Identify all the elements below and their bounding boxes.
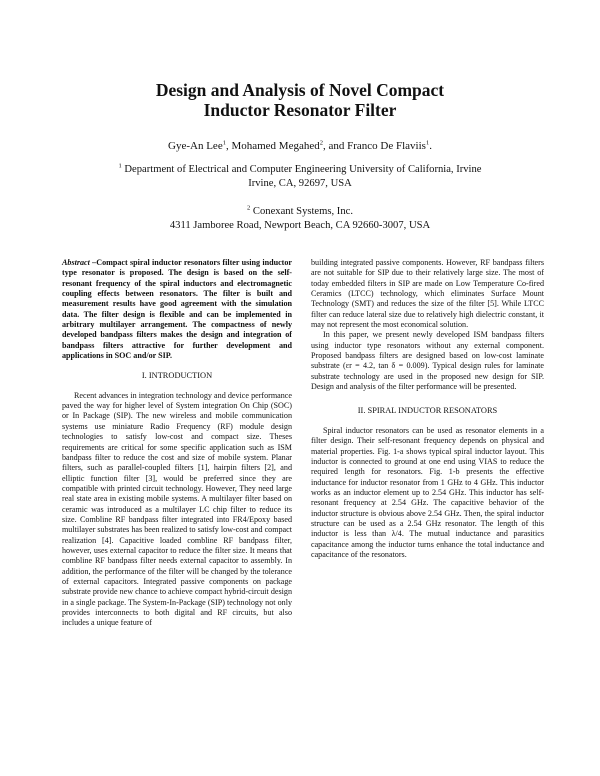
affiliation-1-line-1: Department of Electrical and Computer Engineering University of California, Irvine (124, 164, 482, 175)
abstract-text: Compact spiral inductor resonators filter using inductor type resonator is proposed. The design is based on the self-resonant frequency of the spiral inductors and electromagnetic coupling effects between resonators. The filter is built and measurement results have good agreement with the simulation data. The filter design is flexible and can be implemented in arbitrary multilayer arrangement. The compactness of newly developed bandpass filters makes the design and integration of bandpass filters attractive for further development and applications in SOC and/or SIP. (62, 258, 292, 361)
author-1-sup: 1 (222, 139, 226, 147)
affiliation-2 (0, 205, 600, 233)
author-3-sup: 1 (425, 139, 430, 147)
right-column (311, 258, 544, 560)
abstract (62, 258, 292, 361)
affiliation-2-sup: 2 (247, 204, 251, 212)
spiral-paragraph-1: Spiral inductor resonators can be used as resonator elements in a filter design. Their self-resonant frequency depends on physical and material properties. Fig. 1-a shows typical spiral inductor layout. This inductor is connected to ground at one end using VIAS to reduce the required length for resonators. Fig. 1-b presents the effective inductance for inductor resonator from 1 GHz to 4 GHz. This inductor works as an inductor element up to 2.54 GHz. This inductor has self-resonant frequency at 2.54 GHz. The capacitive behavior of the inductor structure is obvious above 2.54 GHz. Then, the spiral inductor structure can be used as a 2.54 GHz resonator. The length of this inductor is less than λ/4. The mutual inductance and parasitics capacitance among the inductor turns enhance the total inductance and capacitance of the resonators. (311, 425, 544, 559)
affiliation-2-line-1: Conexant Systems, Inc. (252, 206, 353, 217)
affiliation-1-sup: 1 (118, 162, 122, 170)
author-2-sup: 2 (319, 139, 323, 147)
author-3: Franco De Flaviis (347, 140, 426, 152)
introduction-paragraph-1-continued: building integrated passive components. However, RF bandpass filters are not suitable for SIP due to their relatively large size. The most of today embedded filters in SIP are made on Low Temperature Co-fired Ceramics (LTCC) technology, which eliminates Surface Mount Technology (SMT) and reduces the size of the filter [5]. While LTCC filter can reduce lateral size due to relatively high dielectric constant, it may not represent the most economical solution. (311, 258, 544, 330)
author-2: Mohamed Megahed (231, 140, 320, 152)
author-list: Gye-An Lee$^1$, Mohamed Megahed$^2$, and Franco De Flaviis$^1$. (168, 139, 432, 152)
paper-title (0, 80, 600, 120)
section-heading-spiral-inductor: II. SPIRAL INDUCTOR RESONATORS (357, 406, 498, 416)
introduction-paragraph-2: In this paper, we present newly developed ISM bandpass filters using inductor type resonators without any external component. Proposed bandpass filters are designed based on low-cost laminate substrate (εr = 4.2, tan δ = 0.009). Typical design rules for laminate substrate technology are used in the proposed new design for SIP. Design and analysis of the filter performance will be presented. (311, 330, 544, 392)
affiliation-1-line-2: Irvine, CA, 92697, USA (248, 178, 352, 189)
author-1: Gye-An Lee (168, 140, 223, 152)
section-heading-introduction: I. INTRODUCTION (141, 371, 213, 381)
title-line-1: Design and Analysis of Novel Compact (155, 80, 445, 100)
title-line-2: Inductor Resonator Filter (203, 100, 397, 120)
abstract-label: Abstract – (62, 258, 97, 267)
left-column (62, 258, 292, 629)
affiliation-1 (0, 163, 600, 191)
introduction-paragraph-1: Recent advances in integration technology and device performance paved the way for higher level of System integration On Chip (SOC) or In Package (SIP). The new wireless and mobile communication systems use miniature Radio Frequency (RF) module design technologies to satisfy low-cost and compact size. Theses requirements are critical for some specific application such as ISM bandpass filter to reduce the cost and size of mobile system. Planar filters, such as parallel-coupled filters [1], hairpin filters [2], and elliptic function filter [3], would be preferred since they are compatible with printed circuit technology. However, They need large real state area in existing mobile systems. A multilayer filter based on ceramic was introduced as a multilayer LC chip filter to reduce its size. Combline RF bandpass filter integrated into FR4/Epoxy based multilayer substrates has been realized to satisfy low-cost and compact realization [4]. Capacitive loaded combline RF bandpass filter, however, uses external capacitor to reduce the filter size. It means that combline RF bandpass filter needs external capacitor to assembly. In addition, the performance of the filter will be changed by the tolerance of external capacitors. Integrated passive components on package substrate provide new chance to achieve compact hybrid-circuit design in a single package. The System-In-Package (SIP) technology not only provides interconnects to both digital and RF circuits, but also includes a unique feature of (62, 390, 292, 628)
affiliation-2-line-2: 4311 Jamboree Road, Newport Beach, CA 92660-3007, USA (169, 220, 431, 231)
